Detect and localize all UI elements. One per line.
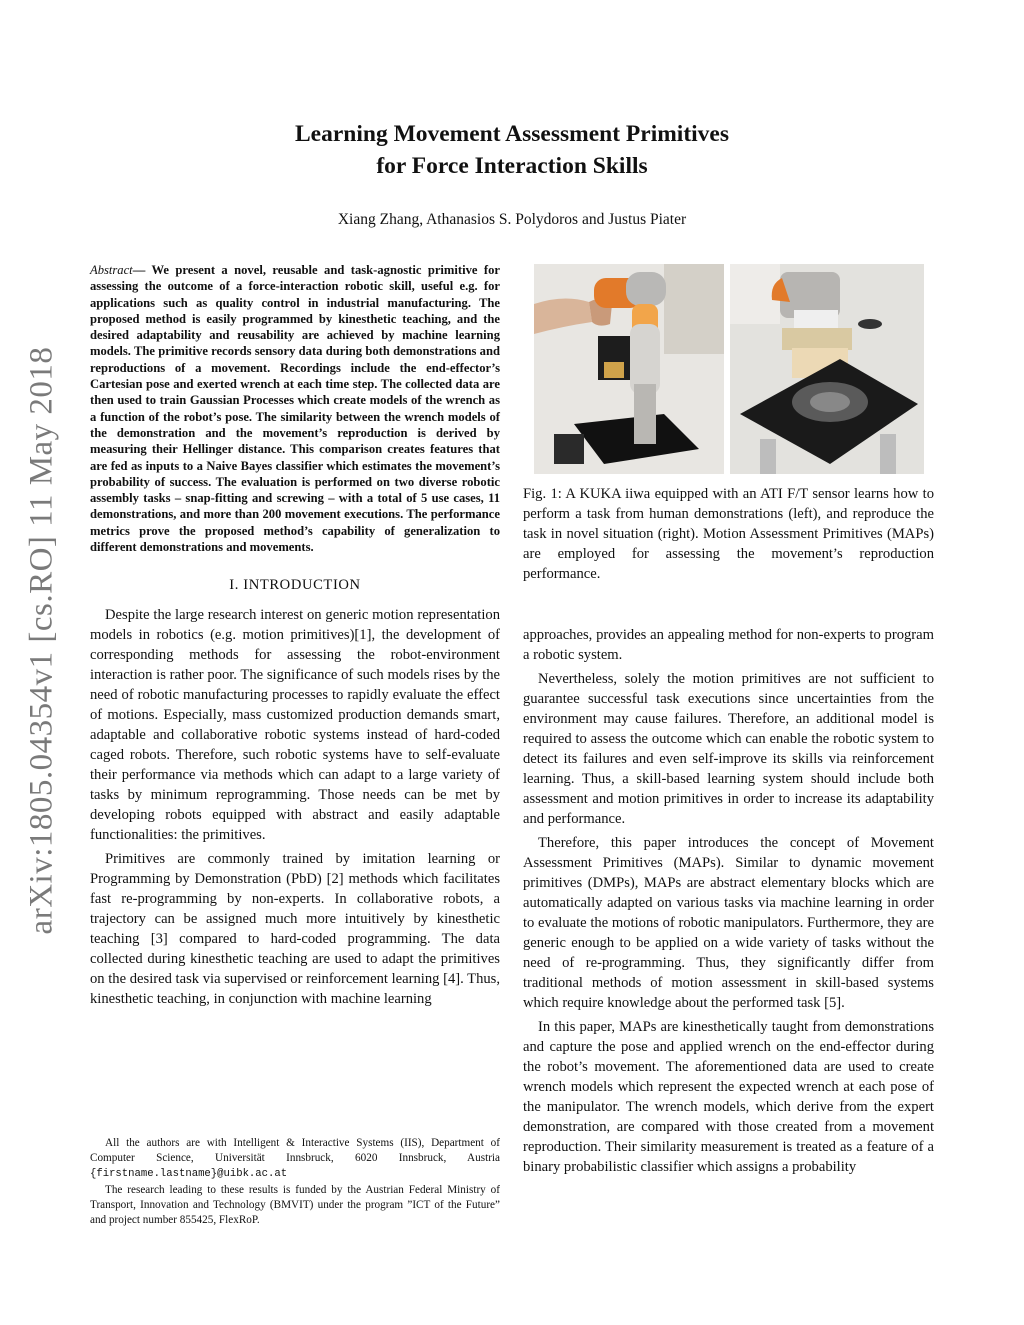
title-line-1: Learning Movement Assessment Primitives (294, 121, 730, 147)
figure-1-caption: Fig. 1: A KUKA iiwa equipped with an ATI F/T sensor learns how to perform a task from human demonstrations (left), and reproduce the task in novel situation (right). Motion Assessment Primitives (MAPs) are employed for assessing the movement’s reproduction performance. (523, 486, 934, 582)
author-email: {firstname.lastname}@uibk.ac.at (90, 1168, 288, 1181)
intro-paragraph: Therefore, this paper introduces the concept of Movement Assessment Primitives (MAPs). Similar to dynamic movement primitives (DMPs), MAPs are abstract elementary blocks which are automatically adapted on various tasks via machine learning in order to evaluate the motions of robotic manipulators. Furthermore, they are generic enough to be applied on a wide variety of tasks without the need of re-programming. Thus, they significantly differ from traditional methods of motion assessment in skill-based systems which require knowledge about the performed task [5]. (523, 835, 934, 1011)
intro-paragraph: Despite the large research interest on generic motion representation models in robotics (e.g. motion primitives)[1], the development of corresponding methods for assessing the robot-environment interaction is rather poor. The significance of such models rises by the need of robotic manufacturing processes to rapidly evaluate the effect of motions. Especially, mass customized production demands smart, adaptable and collaborative robotic systems instead of hard-coded caged robots. Therefore, such robotic systems have to self-evaluate their performance via methods which can adapt to a large variety of tasks by minimum reprogramming. Those needs can be met by developing robots equipped with abstract and easily adaptable functionalities: the primitives. (90, 607, 500, 844)
affiliation-text: All the authors are with Intelligent & Interactive Systems (IIS), Department of Computer Science, Universität Innsbruck, 6020 Innsbruck, Austria (90, 1137, 500, 1165)
title-line-2: for Force Interaction Skills (376, 153, 648, 179)
footnote-funding: The research leading to these results is funded by the Austrian Federal Ministry of Transport, Innovation and Technology (BMVIT) under the program ”ICT of the Future” and project number 855425, FlexRoP. (90, 1183, 500, 1227)
reproduction-illustration (730, 264, 924, 474)
arxiv-id-text: arXiv:1805.04354v1 [cs.RO] 11 May 2018 (23, 346, 60, 934)
reproduction-photo (730, 264, 924, 474)
intro-paragraph: Primitives are commonly trained by imitation learning or Programming by Demonstration (PbD) [2] methods which facilitates fast re-programming by non-experts. In collaborative robots, a trajectory can be assigned much more intuitively by kinesthetic teaching [3] compared to hard-coded programming. The data collected during kinesthetic teaching are used to adapt the primitives on the desired task via supervised or reinforcement learning [4]. Thus, kinesthetic teaching, in conjunction with machine learning (90, 851, 500, 1008)
intro-paragraph-continued: approaches, provides an appealing method for non-experts to program a robotic system. (523, 627, 934, 663)
abstract-text: — We present a novel, reusable and task-agnostic primitive for assessing the outcome of a force-interaction robotic skill, useful e.g. for applications such as quality control in industrial manufacturing. The proposed method is easily programmed by kinesthetic teaching, and the desired adaptability and reusability are achieved by machine learning models. The primitive records sensory data during both demonstrations and reproductions of a movement. Recordings include the end-effector’s Cartesian pose and exerted wrench at each time step. The collected data are then used to train Gaussian Processes which create models of the wrench as a function of the robot’s pose. The similarity between the wrench models of the demonstration and the movement’s reproduction is derived by measuring their Hellinger distance. This comparison creates features that are fed as inputs to a Naive Bayes classifier which estimates the movement’s probability of success. The evaluation is performed on two diverse robotic assembly tasks – snap-fitting and screwing – with a total of 5 use cases, 11 demonstrations, and more than 200 movement executions. The performance metrics prove the proposed method’s capability of generalization to different demonstrations and movements. (90, 263, 500, 555)
demonstration-photo (534, 264, 724, 474)
paper-title (0, 118, 1024, 182)
footnotes (90, 1136, 500, 1228)
intro-paragraph: Nevertheless, solely the motion primitives are not sufficient to guarantee successful task executions since uncertainties from the environment may cause failures. Therefore, an additional model is required to assess the outcome which can enable the robotic system to detect its failures and even self-improve its skills via reinforcement learning. Thus, a skill-based learning system should include both assessment and motion primitives in order to increase its adaptability and performance. (523, 671, 934, 827)
section-heading-introduction: I. INTRODUCTION (229, 577, 361, 594)
intro-paragraph: In this paper, MAPs are kinesthetically taught from demonstrations and capture the pose and applied wrench on the end-effector during the robot’s movement. The aforementioned data are used to create wrench models which represent the expected wrench at each pose of the manipulator. The wrench models, which derive from the expert demonstration, are compared with those created from a movement reproduction. Their similarity measurement is treated as a feature of a binary probabilistic classifier which assigns a probability (523, 1019, 934, 1175)
footnote-affiliation (90, 1136, 500, 1183)
figure-1 (534, 264, 924, 474)
right-column (523, 625, 934, 1181)
arxiv-identifier (12, 340, 72, 940)
author-list: Xiang Zhang, Athanasios S. Polydoros and Justus Piater (337, 211, 687, 228)
abstract-label: Abstract (90, 263, 133, 277)
demonstration-illustration (534, 264, 724, 474)
abstract (90, 262, 500, 555)
left-column (90, 262, 500, 1013)
